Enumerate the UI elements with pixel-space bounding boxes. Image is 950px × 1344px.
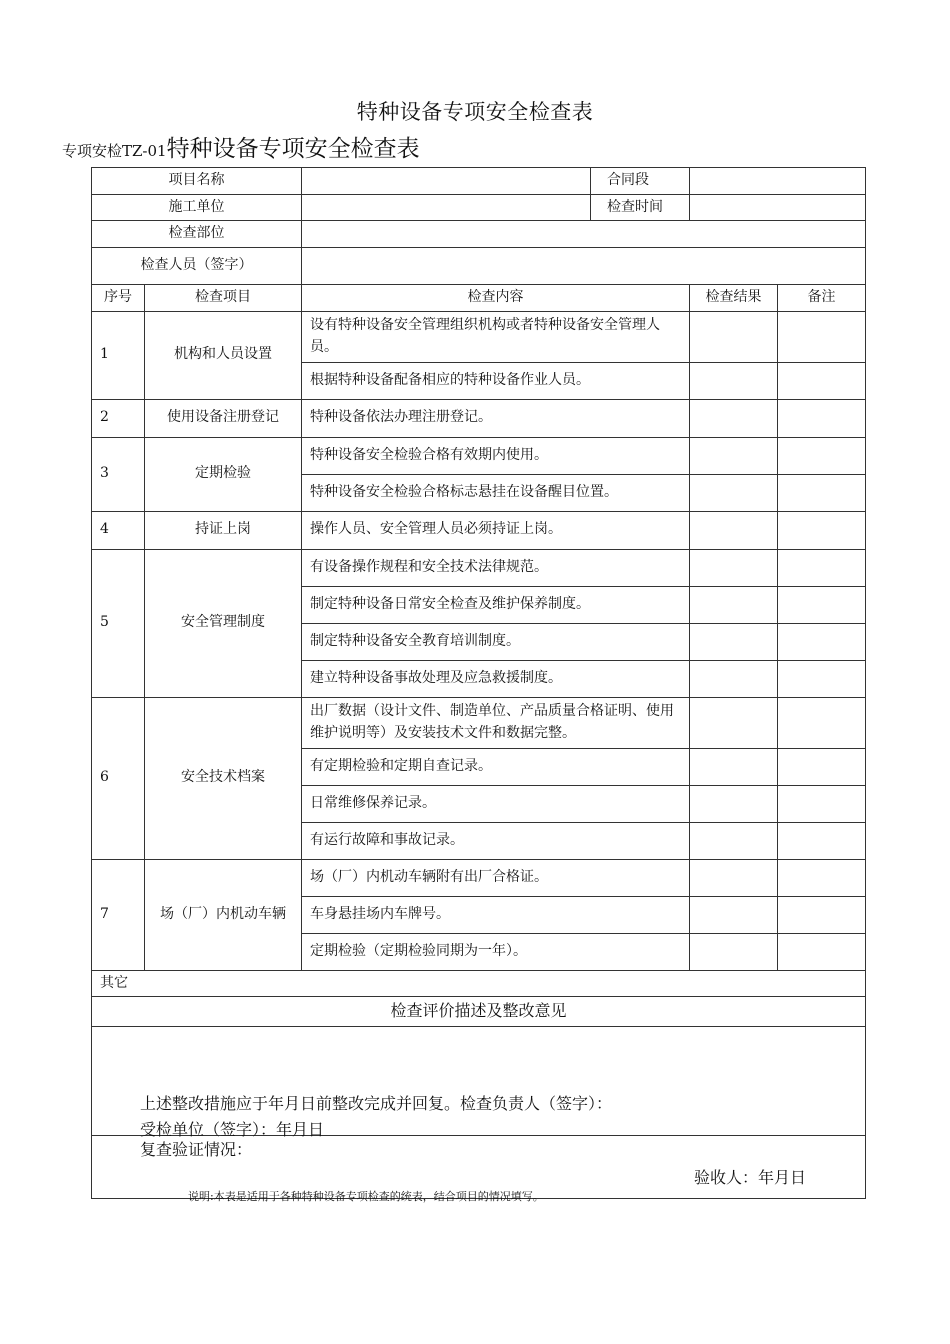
item-content: 特种设备依法办理注册登记。 (302, 399, 690, 437)
item-content: 有设备操作规程和安全技术法律规范。 (302, 549, 690, 586)
item-name: 场（厂）内机动车辆 (145, 859, 302, 970)
item-number: 5 (92, 549, 145, 697)
item-content: 有定期检验和定期自查记录。 (302, 748, 690, 785)
evaluation-text: 上述整改措施应于年月日前整改完成并回复。检查负责人（签字）：受检单位（签字）：年月日 (140, 1094, 613, 1139)
remark-cell[interactable] (778, 511, 866, 549)
item-number: 7 (92, 859, 145, 970)
table-row (92, 859, 866, 896)
result-cell[interactable] (690, 311, 778, 362)
inspection-part-field[interactable] (302, 221, 866, 248)
col-content: 检查内容 (302, 285, 690, 312)
item-content: 定期检验（定期检验同期为一年）。 (302, 933, 690, 970)
header-row-part (92, 221, 866, 248)
result-cell[interactable] (690, 660, 778, 697)
result-cell[interactable] (690, 933, 778, 970)
form-title: 特种设备专项安全检查表 (166, 136, 420, 162)
document-title: 特种设备专项安全检查表 (356, 100, 594, 124)
item-number: 2 (92, 399, 145, 437)
recheck-label: 复查验证情况： (140, 1140, 253, 1160)
project-name-label: 项目名称 (92, 168, 302, 195)
item-content: 操作人员、安全管理人员必须持证上岗。 (302, 511, 690, 549)
remark-cell[interactable] (778, 822, 866, 859)
project-name-field[interactable] (302, 168, 591, 195)
result-cell[interactable] (690, 586, 778, 623)
remark-cell[interactable] (778, 933, 866, 970)
contract-section-field[interactable] (690, 168, 866, 195)
form-code: 专项安检TZ-01 (62, 142, 167, 160)
result-cell[interactable] (690, 474, 778, 511)
item-content: 建立特种设备事故处理及应急救援制度。 (302, 660, 690, 697)
item-name: 安全技术档案 (145, 697, 302, 859)
result-cell[interactable] (690, 748, 778, 785)
evaluation-title: 检查评价描述及整改意见 (92, 997, 866, 1027)
table-row (92, 511, 866, 549)
table-row (92, 399, 866, 437)
remark-cell[interactable] (778, 362, 866, 399)
evaluation-field[interactable] (92, 1027, 866, 1139)
item-number: 6 (92, 697, 145, 859)
remark-cell[interactable] (778, 474, 866, 511)
col-remark: 备注 (778, 285, 866, 312)
construction-unit-label: 施工单位 (92, 194, 302, 221)
column-header-row (92, 285, 866, 312)
item-number: 4 (92, 511, 145, 549)
item-number: 3 (92, 437, 145, 511)
result-cell[interactable] (690, 859, 778, 896)
inspectors-label: 检查人员（签字） (92, 248, 302, 285)
header-row-unit (92, 194, 866, 221)
construction-unit-field[interactable] (302, 194, 591, 221)
table-row (92, 697, 866, 748)
acceptor-label: 验收人：年月日 (694, 1168, 807, 1188)
result-cell[interactable] (690, 399, 778, 437)
inspection-time-label: 检查时间 (591, 194, 690, 221)
header-row-project (92, 168, 866, 195)
other-label: 其它 (92, 970, 866, 997)
item-content: 场（厂）内机动车辆附有出厂合格证。 (302, 859, 690, 896)
remark-cell[interactable] (778, 896, 866, 933)
remark-cell[interactable] (778, 586, 866, 623)
item-name: 安全管理制度 (145, 549, 302, 697)
footnote: 说明:本表是适用于各种特种设备专项检查的统表，结合项目的情况填写。 (188, 1190, 544, 1203)
item-content: 车身悬挂场内车牌号。 (302, 896, 690, 933)
result-cell[interactable] (690, 623, 778, 660)
remark-cell[interactable] (778, 399, 866, 437)
result-cell[interactable] (690, 822, 778, 859)
col-no: 序号 (92, 285, 145, 312)
header-row-inspectors (92, 248, 866, 285)
evaluation-title-row (92, 997, 866, 1027)
contract-section-label: 合同段 (591, 168, 690, 195)
table-row (92, 311, 866, 362)
result-cell[interactable] (690, 549, 778, 586)
item-content: 制定特种设备日常安全检查及维护保养制度。 (302, 586, 690, 623)
result-cell[interactable] (690, 697, 778, 748)
item-name: 持证上岗 (145, 511, 302, 549)
result-cell[interactable] (690, 362, 778, 399)
table-row (92, 437, 866, 474)
inspection-part-label: 检查部位 (92, 221, 302, 248)
remark-cell[interactable] (778, 549, 866, 586)
col-item: 检查项目 (145, 285, 302, 312)
item-number: 1 (92, 311, 145, 399)
remark-cell[interactable] (778, 785, 866, 822)
result-cell[interactable] (690, 896, 778, 933)
item-name: 使用设备注册登记 (145, 399, 302, 437)
item-content: 制定特种设备安全教育培训制度。 (302, 623, 690, 660)
other-row (92, 970, 866, 997)
remark-cell[interactable] (778, 859, 866, 896)
item-name: 定期检验 (145, 437, 302, 511)
inspectors-field[interactable] (302, 248, 866, 285)
result-cell[interactable] (690, 437, 778, 474)
remark-cell[interactable] (778, 660, 866, 697)
item-content: 出厂数据（设计文件、制造单位、产品质量合格证明、使用维护说明等）及安装技术文件和数据完整。 (302, 697, 690, 748)
item-content: 根据特种设备配备相应的特种设备作业人员。 (302, 362, 690, 399)
item-name: 机构和人员设置 (145, 311, 302, 399)
result-cell[interactable] (690, 785, 778, 822)
remark-cell[interactable] (778, 311, 866, 362)
remark-cell[interactable] (778, 697, 866, 748)
item-content: 特种设备安全检验合格有效期内使用。 (302, 437, 690, 474)
inspection-table (91, 167, 866, 1199)
col-result: 检查结果 (690, 285, 778, 312)
remark-cell[interactable] (778, 437, 866, 474)
item-content: 特种设备安全检验合格标志悬挂在设备醒目位置。 (302, 474, 690, 511)
item-content: 日常维修保养记录。 (302, 785, 690, 822)
remark-cell[interactable] (778, 748, 866, 785)
result-cell[interactable] (690, 511, 778, 549)
remark-cell[interactable] (778, 623, 866, 660)
evaluation-row (92, 1027, 866, 1136)
item-content: 设有特种设备安全管理组织机构或者特种设备安全管理人员。 (302, 311, 690, 362)
item-content: 有运行故障和事故记录。 (302, 822, 690, 859)
table-row (92, 549, 866, 586)
form-subheading (62, 130, 420, 163)
inspection-time-field[interactable] (690, 194, 866, 221)
